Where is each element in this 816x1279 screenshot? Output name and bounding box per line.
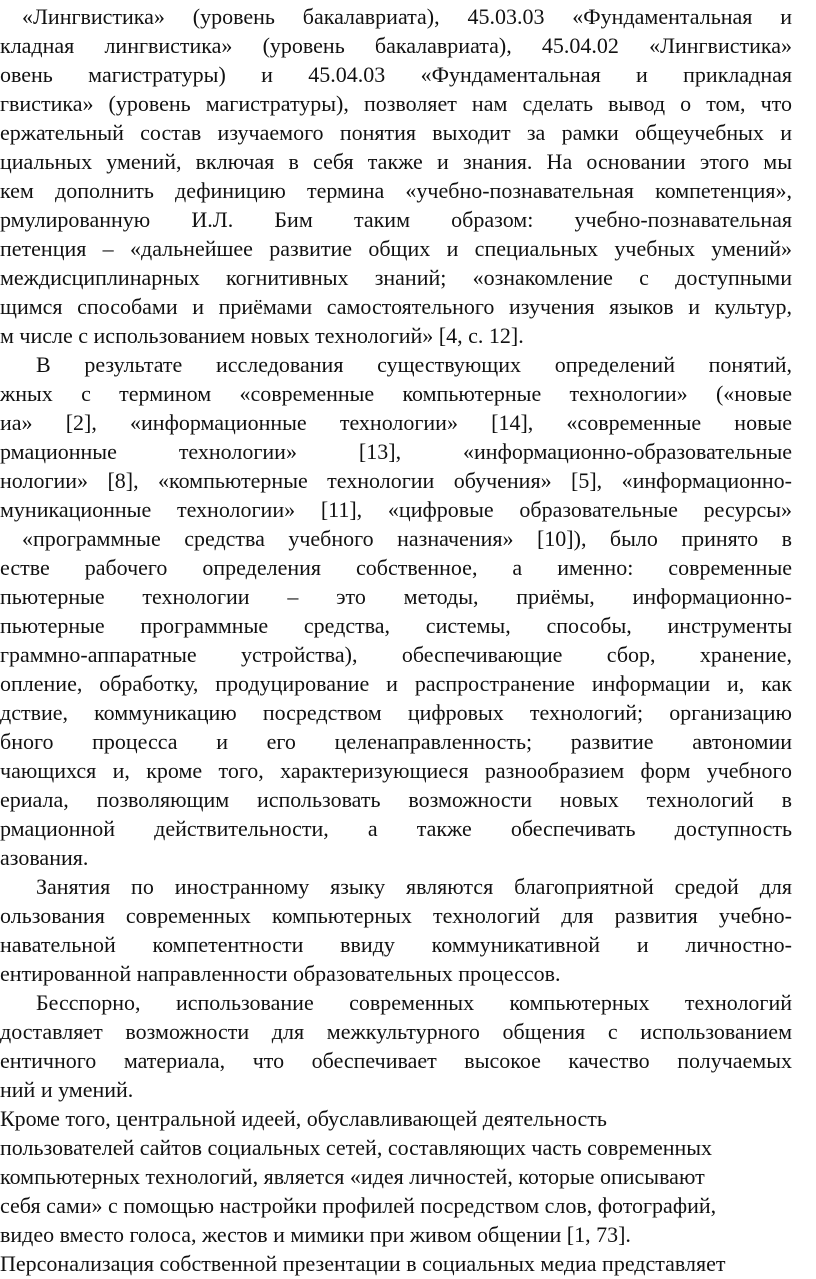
text-line: щимся способами и приёмами самостоятельного изучения языков и культур, [0, 294, 792, 319]
text-line: В результате исследования существующих определений понятий, [36, 352, 792, 377]
text-line: Персонализация собственной презентации в социальных медиа представляет [0, 1251, 726, 1276]
text-line: азования. [0, 845, 89, 870]
text-line: петенция – «дальнейшее развитие общих и специальных учебных умений» [0, 236, 792, 261]
text-line: «Лингвистика» (уровень бакалавриата), 45.03.03 «Фундаментальная и [22, 4, 792, 29]
text-line: ний и умений. [0, 1077, 134, 1102]
text-line: Кроме того, центральной идеей, обуславливающей деятельность [0, 1106, 607, 1131]
text-line: опление, обработку, продуцирование и распространение информации и, как [0, 671, 792, 696]
text-line: овень магистратуры) и 45.04.03 «Фундаментальная и прикладная [0, 62, 792, 87]
text-line: рмационные технологии» [13], «информационно-образовательные [0, 439, 792, 464]
text-line: ериала, позволяющим использовать возможности новых технологий в [0, 787, 792, 812]
text-line: ользования современных компьютерных технологий для развития учебно- [0, 903, 792, 928]
text-line: бного процесса и его целенаправленность; развитие автономии [0, 729, 792, 754]
text-line: видео вместо голоса, жестов и мимики при живом общении [1, 73]. [0, 1222, 631, 1247]
text-line: ентичного материала, что обеспечивает высокое качество получаемых [0, 1048, 792, 1073]
text-line: жных с термином «современные компьютерные технологии» («новые [0, 381, 792, 406]
text-line: рмулированную И.Л. Бим таким образом: учебно-познавательная [0, 207, 792, 232]
text-line: себя сами» с помощью настройки профилей посредством слов, фотографий, [0, 1193, 717, 1218]
text-line: нологии» [8], «компьютерные технологии обучения» [5], «информационно- [0, 468, 792, 493]
text-line: кладная лингвистика» (уровень бакалавриата), 45.04.02 «Лингвистика» [0, 33, 792, 58]
text-line: пьютерные технологии – это методы, приёмы, информационно- [0, 584, 792, 609]
text-line: ентированной направленности образовательных процессов. [0, 961, 561, 986]
text-line: ержательный состав изучаемого понятия выходит за рамки общеучебных и [0, 120, 792, 145]
text-line: междисциплинарных когнитивных знаний; «ознакомление с доступными [0, 265, 792, 290]
text-line: циальных умений, включая в себя также и знания. На основании этого мы [0, 149, 792, 174]
text-line: «программные средства учебного назначения» [10]), было принято в [22, 526, 792, 551]
text-line: чающихся и, кроме того, характеризующиеся разнообразием форм учебного [0, 758, 792, 783]
text-line: гвистика» (уровень магистратуры), позволяет нам сделать вывод о том, что [0, 91, 792, 116]
text-line: доставляет возможности для межкультурного общения с использованием [0, 1019, 792, 1044]
text-line: пользователей сайтов социальных сетей, составляющих часть современных [0, 1135, 713, 1160]
text-line: граммно-аппаратные устройства), обеспечивающие сбор, хранение, [0, 642, 792, 667]
text-line: дствие, коммуникацию посредством цифровых технологий; организацию [0, 700, 792, 725]
text-line: естве рабочего определения собственное, а именно: современные [0, 555, 792, 580]
text-line: муникационные технологии» [11], «цифровые образовательные ресурсы» [0, 497, 792, 522]
text-line: Занятия по иностранному языку являются благоприятной средой для [36, 874, 792, 899]
text-line: пьютерные программные средства, системы, способы, инструменты [0, 613, 792, 638]
text-line: иа» [2], «информационные технологии» [14], «современные новые [0, 410, 792, 435]
text-line: рмационной действительности, а также обеспечивать доступность [0, 816, 792, 841]
text-line: кем дополнить дефиницию термина «учебно-познавательная компетенция», [0, 178, 792, 203]
text-line: компьютерных технологий, является «идея личностей, которые описывают [0, 1164, 705, 1189]
text-line: м числе с использованием новых технологий» [4, с. 12]. [0, 323, 524, 348]
text-line: навательной компетентности ввиду коммуникативной и личностно- [0, 932, 792, 957]
text-line: Бесспорно, использование современных компьютерных технологий [36, 990, 792, 1015]
